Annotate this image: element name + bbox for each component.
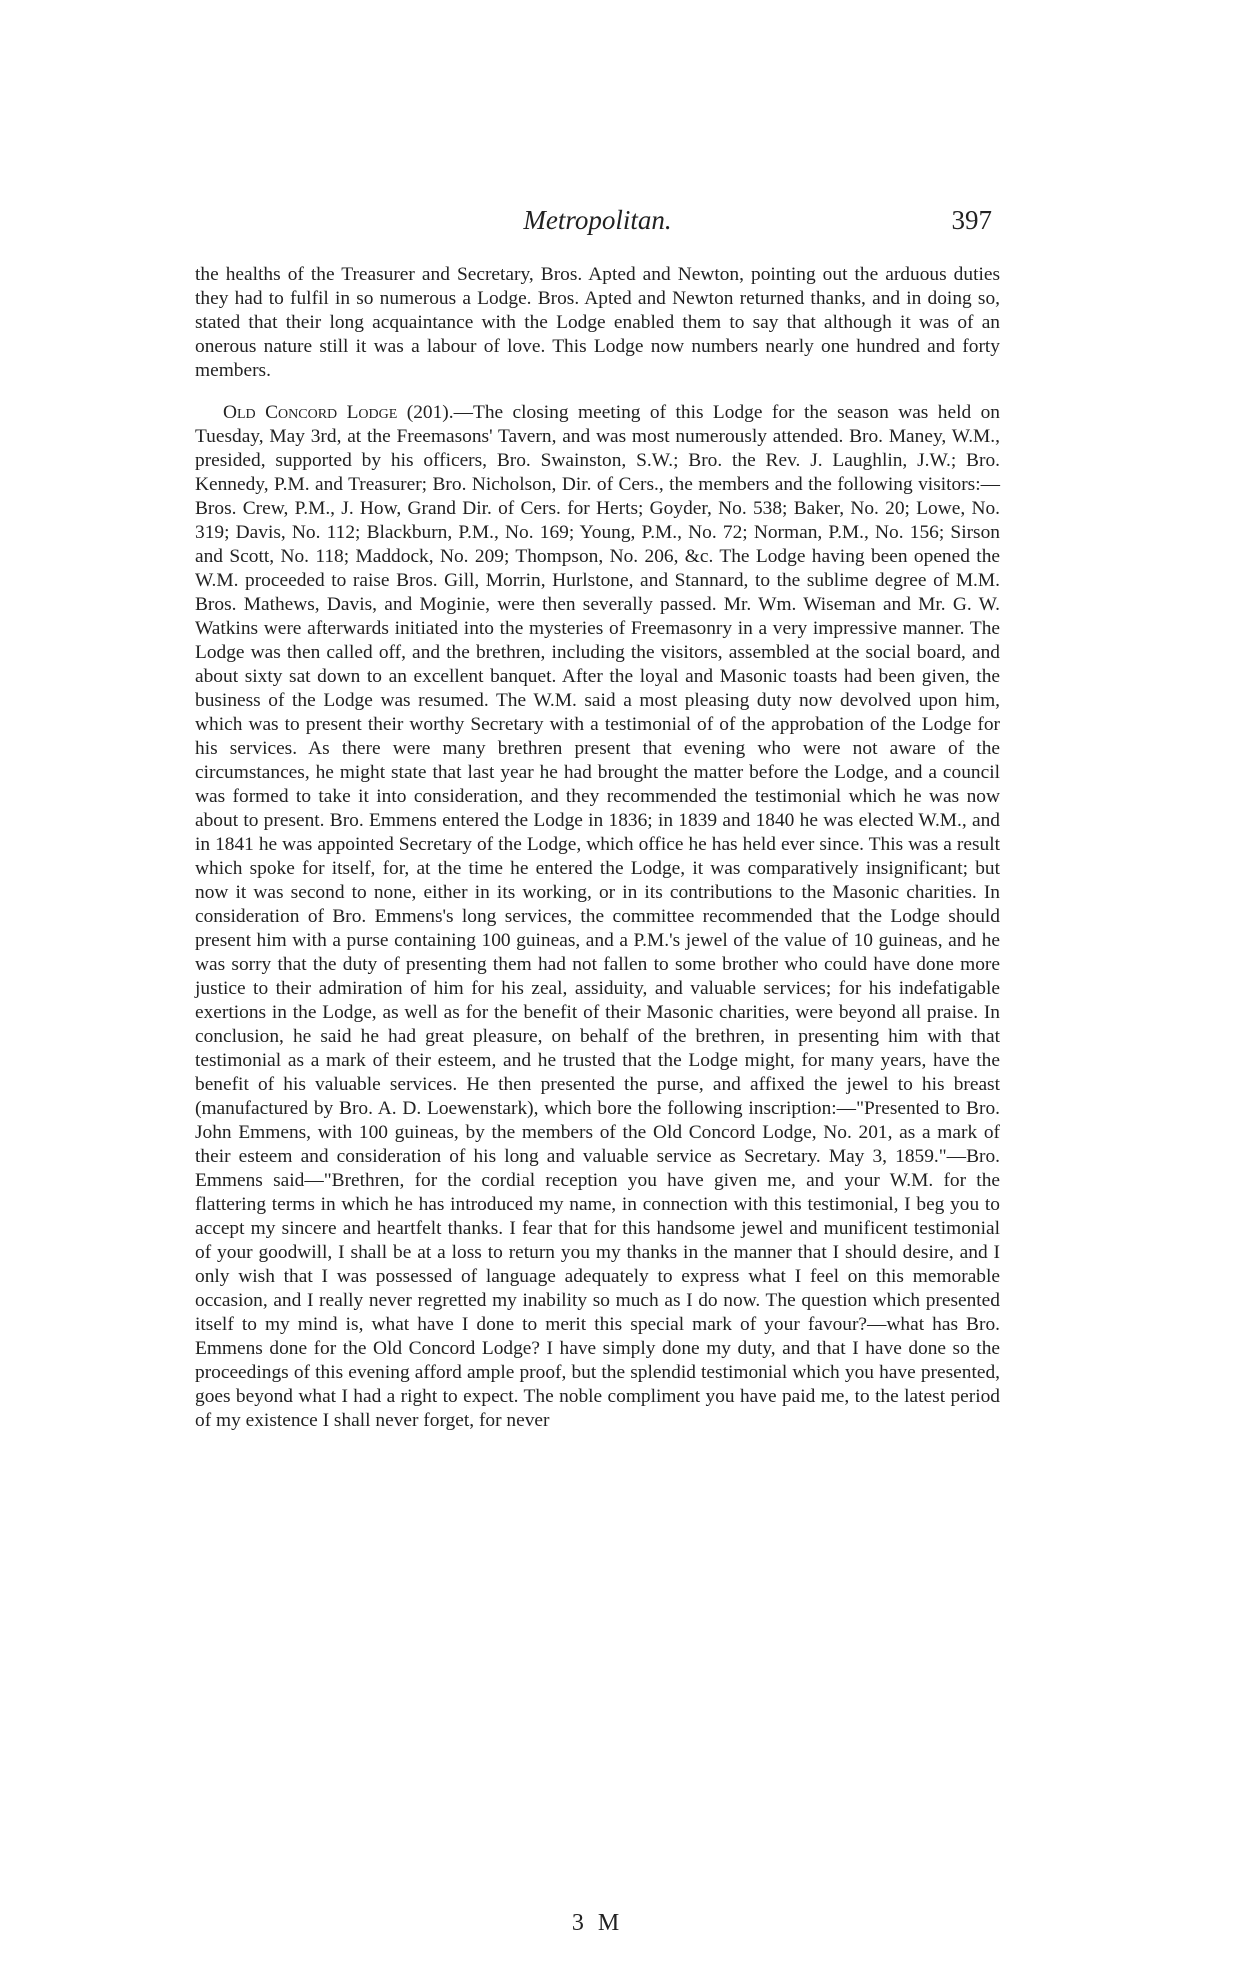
paragraph-continuation: the healths of the Treasurer and Secretary, Bros. Apted and Newton, pointing out the arduous duties they had to fulfil in so numerous a Lodge. Bros. Apted and Newton returned thanks, and in doing so, stated that their long acquaintance with the Lodge enabled them to say that although it was of an onerous nature still it was a labour of love. This Lodge now numbers nearly one hundred and forty members. (195, 264, 1000, 381)
signature-mark: 3 M (571, 1910, 624, 1936)
paragraph-old-concord-lodge (195, 401, 1000, 1433)
paragraph-body: (201).—The closing meeting of this Lodge for the season was held on Tuesday, May 3rd, at the Freemasons' Tavern, and was most numerously attended. Bro. Maney, W.M., presided, supported by his officers, Bro. Swainston, S.W.; Bro. the Rev. J. Laughlin, J.W.; Bro. Kennedy, P.M. and Treasurer; Bro. Nicholson, Dir. of Cers., the members and the following visitors:—Bros. Crew, P.M., J. How, Grand Dir. of Cers. for Herts; Goyder, No. 538; Baker, No. 20; Lowe, No. 319; Davis, No. 112; Blackburn, P.M., No. 169; Young, P.M., No. 72; Norman, P.M., No. 156; Sirson and Scott, No. 118; Maddock, No. 209; Thompson, No. 206, &c. The Lodge having been opened the W.M. proceeded to raise Bros. Gill, Morrin, Hurlstone, and Stannard, to the sublime degree of M.M. Bros. Mathews, Davis, and Moginie, were then severally passed. Mr. Wm. Wiseman and Mr. G. W. Watkins were afterwards initiated into the mysteries of Freemasonry in a very impressive manner. The Lodge was then called off, and the brethren, including the visitors, assembled at the social board, and about sixty sat down to an excellent banquet. After the loyal and Masonic toasts had been given, the business of the Lodge was resumed. The W.M. said a most pleasing duty now devolved upon him, which was to present their worthy Secretary with a testimonial of of the approbation of the Lodge for his services. As there were many brethren present that evening who were not aware of the circumstances, he might state that last year he had brought the matter before the Lodge, and a council was formed to take it into consideration, and they recommended the testimonial which he was now about to present. Bro. Emmens entered the Lodge in 1836; in 1839 and 1840 he was elected W.M., and in 1841 he was appointed Secretary of the Lodge, which office he has held ever since. This was a result which spoke for itself, for, at the time he entered the Lodge, it was comparatively insignificant; but now it was second to none, either in its working, or in its contributions to the Masonic charities. In consideration of Bro. Emmens's long services, the committee recommended that the Lodge should present him with a purse containing 100 guineas, and a P.M.'s jewel of the value of 10 guineas, and he was sorry that the duty of presenting them had not fallen to some brother who could have done more justice to their admiration of him for his zeal, assiduity, and valuable services; for his indefatigable exertions in the Lodge, as well as for the benefit of their Masonic charities, were beyond all praise. In conclusion, he said he had great pleasure, on behalf of the brethren, in presenting him with that testimonial as a mark of their esteem, and he trusted that the Lodge might, for many years, have the benefit of his valuable services. He then presented the purse, and affixed the jewel to his breast (manufactured by Bro. A. D. Loewenstark), which bore the following inscription:—"Presented to Bro. John Emmens, with 100 guineas, by the members of the Old Concord Lodge, No. 201, as a mark of their esteem and consideration of his long and valuable service as Secretary. May 3, 1859."—Bro. Emmens said—"Brethren, for the cordial reception you have given me, and your W.M. for the flattering terms in which he has introduced my name, in connection with this testimonial, I beg you to accept my sincere and heartfelt thanks. I fear that for this handsome jewel and munificent testimonial of your goodwill, I shall be at a loss to return you my thanks in the manner that I should desire, and I only wish that I was possessed of language adequately to express what I feel on this memorable occasion, and I really never regretted my inability so much as I do now. The question which presented itself to my mind is, what have I done to merit this special mark of your favour?—what has Bro. Emmens done for the Old Concord Lodge? I have simply done my duty, and that I have done so the proceedings of this evening afford ample proof, but the splendid testimonial which you have presented, goes beyond what I had a right to expect. The noble compliment you have paid me, to the latest period of my existence I shall never forget, for never (195, 402, 1000, 1431)
page-number: 397 (951, 205, 992, 235)
page-header (195, 205, 1000, 249)
running-title: Metropolitan. (523, 205, 672, 235)
document-page (195, 205, 1000, 1936)
lodge-heading: Old Concord Lodge (223, 402, 398, 423)
